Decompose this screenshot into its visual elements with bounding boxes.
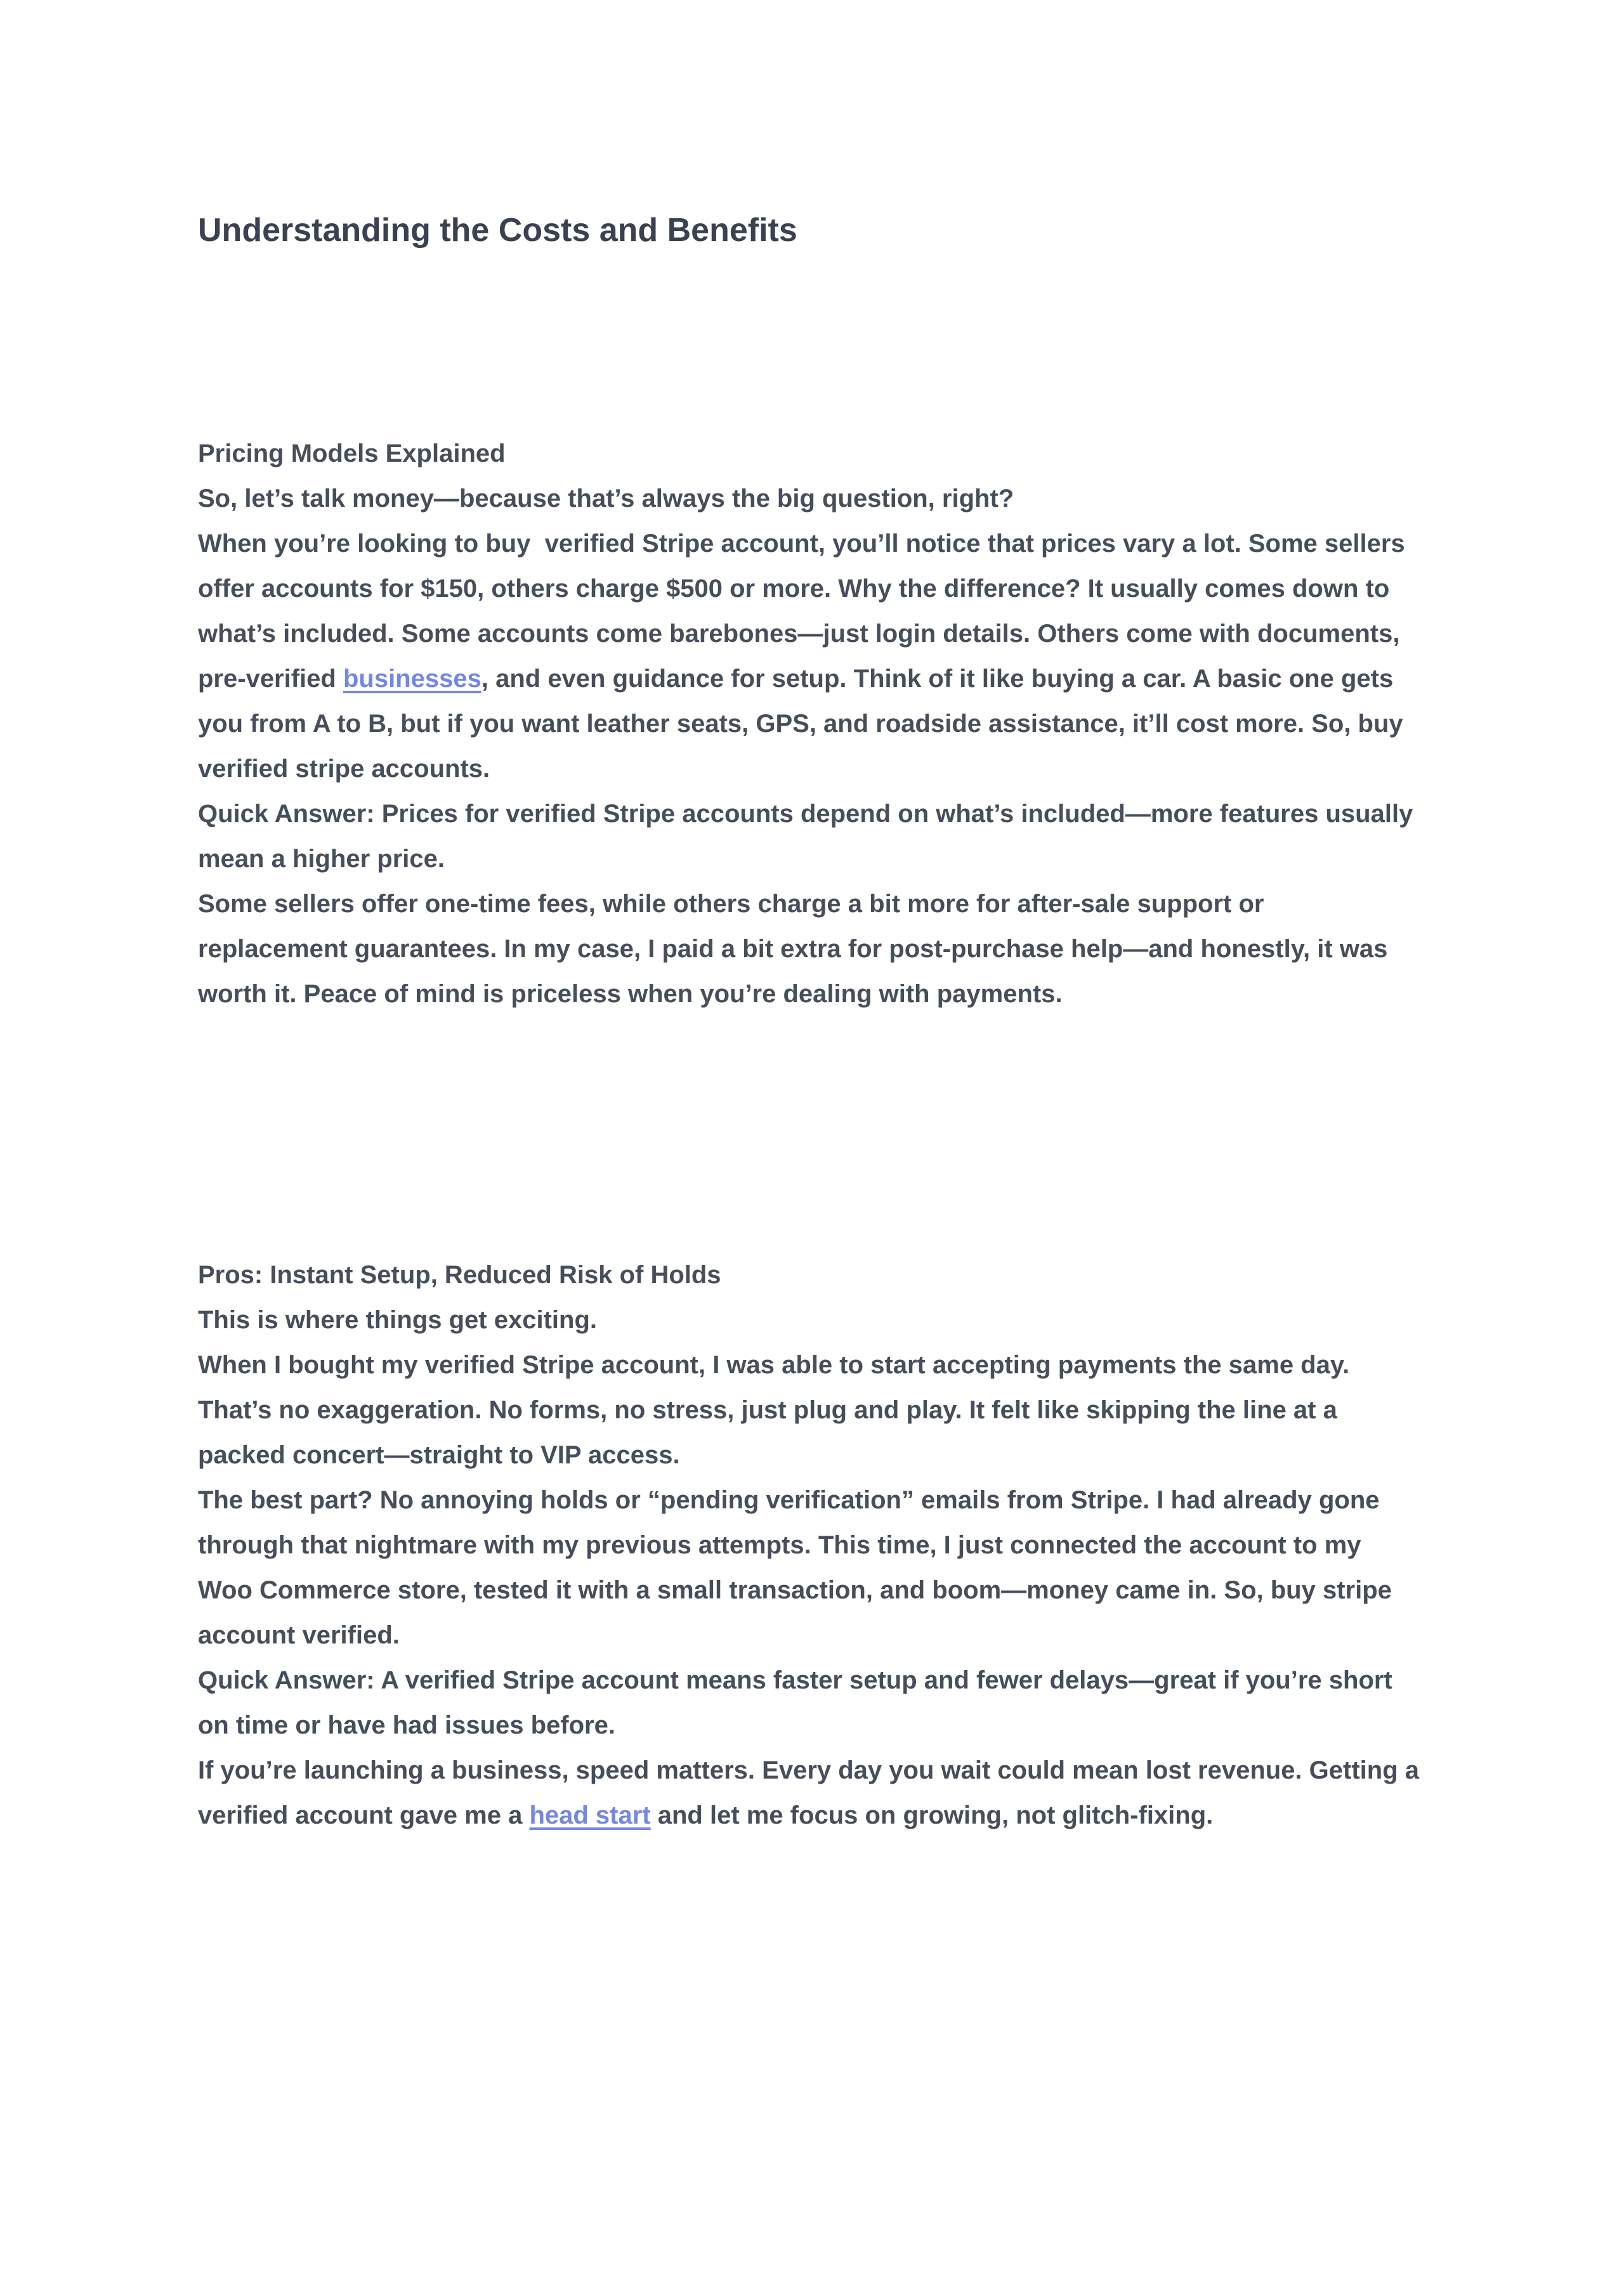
section-heading: Pros: Instant Setup, Reduced Risk of Holds — [198, 1261, 721, 1289]
paragraph — [198, 476, 1419, 521]
text-run: If you’re launching a business, speed matters. Every day you wait could mean lost revenue. Getting a verified account gave me a — [198, 1756, 1427, 1829]
text-run: Some sellers offer one-time fees, while others charge a bit more for after-sale support or replacement guarantees. In my case, I paid a bit extra for post-purchase help—and honestly, it was worth it. Peace of mind is priceless when you’re dealing with payments. — [198, 890, 1395, 1008]
text-run: and let me focus on growing, not glitch-fixing. — [650, 1801, 1214, 1829]
paragraph — [198, 1478, 1419, 1658]
text-run: , and even guidance for setup. Think of it like buying a car. A basic one gets you from A to B, but if you want leather seats, GPS, and roadside assistance, it’ll cost more. So, buy verified stripe accounts. — [198, 665, 1410, 783]
section-heading: Pricing Models Explained — [198, 440, 506, 467]
text-run: So, let’s talk money—because that’s always the big question, right? — [198, 485, 1014, 513]
paragraph — [198, 882, 1419, 1017]
inline-link[interactable]: businesses — [343, 665, 481, 693]
text-run: When I bought my verified Stripe account, I was able to start accepting payments the same day. That’s no exaggeration. No forms, no stress, just plug and play. It felt like skipping the line at a packed concert—straight to VIP access. — [198, 1351, 1357, 1469]
paragraph — [198, 1748, 1427, 1838]
paragraph — [198, 1343, 1419, 1478]
paragraph — [198, 1298, 1419, 1343]
document-section — [198, 431, 1427, 1017]
paragraph — [198, 521, 1419, 792]
text-run: When you’re looking to buy verified Stripe account, you’ll notice that prices vary a lot. Some sellers offer accounts for $150, others charge $500 or more. Why the difference? It usually comes down to what’s included. Some accounts come barebones—just login details. Others come with documents, pre-verified — [198, 530, 1412, 693]
inline-link[interactable]: head start — [529, 1801, 651, 1829]
document-title: Understanding the Costs and Benefits — [198, 212, 797, 249]
document-section — [198, 1253, 1427, 1838]
paragraph — [198, 1658, 1419, 1748]
text-run: This is where things get exciting. — [198, 1306, 598, 1334]
text-run: Quick Answer: A verified Stripe account means faster setup and fewer delays—great if you’re short on time or have had issues before. — [198, 1666, 1399, 1739]
paragraph — [198, 792, 1419, 882]
text-run: The best part? No annoying holds or “pending verification” emails from Stripe. I had already gone through that nightmare with my previous attempts. This time, I just connected the account to my Woo Commerce store, tested it with a small transaction, and boom—money came in. So, buy stripe account verified. — [198, 1486, 1399, 1649]
document-body — [198, 431, 1427, 1838]
text-run: Quick Answer: Prices for verified Stripe accounts depend on what’s included—more features usually mean a higher price. — [198, 800, 1420, 873]
